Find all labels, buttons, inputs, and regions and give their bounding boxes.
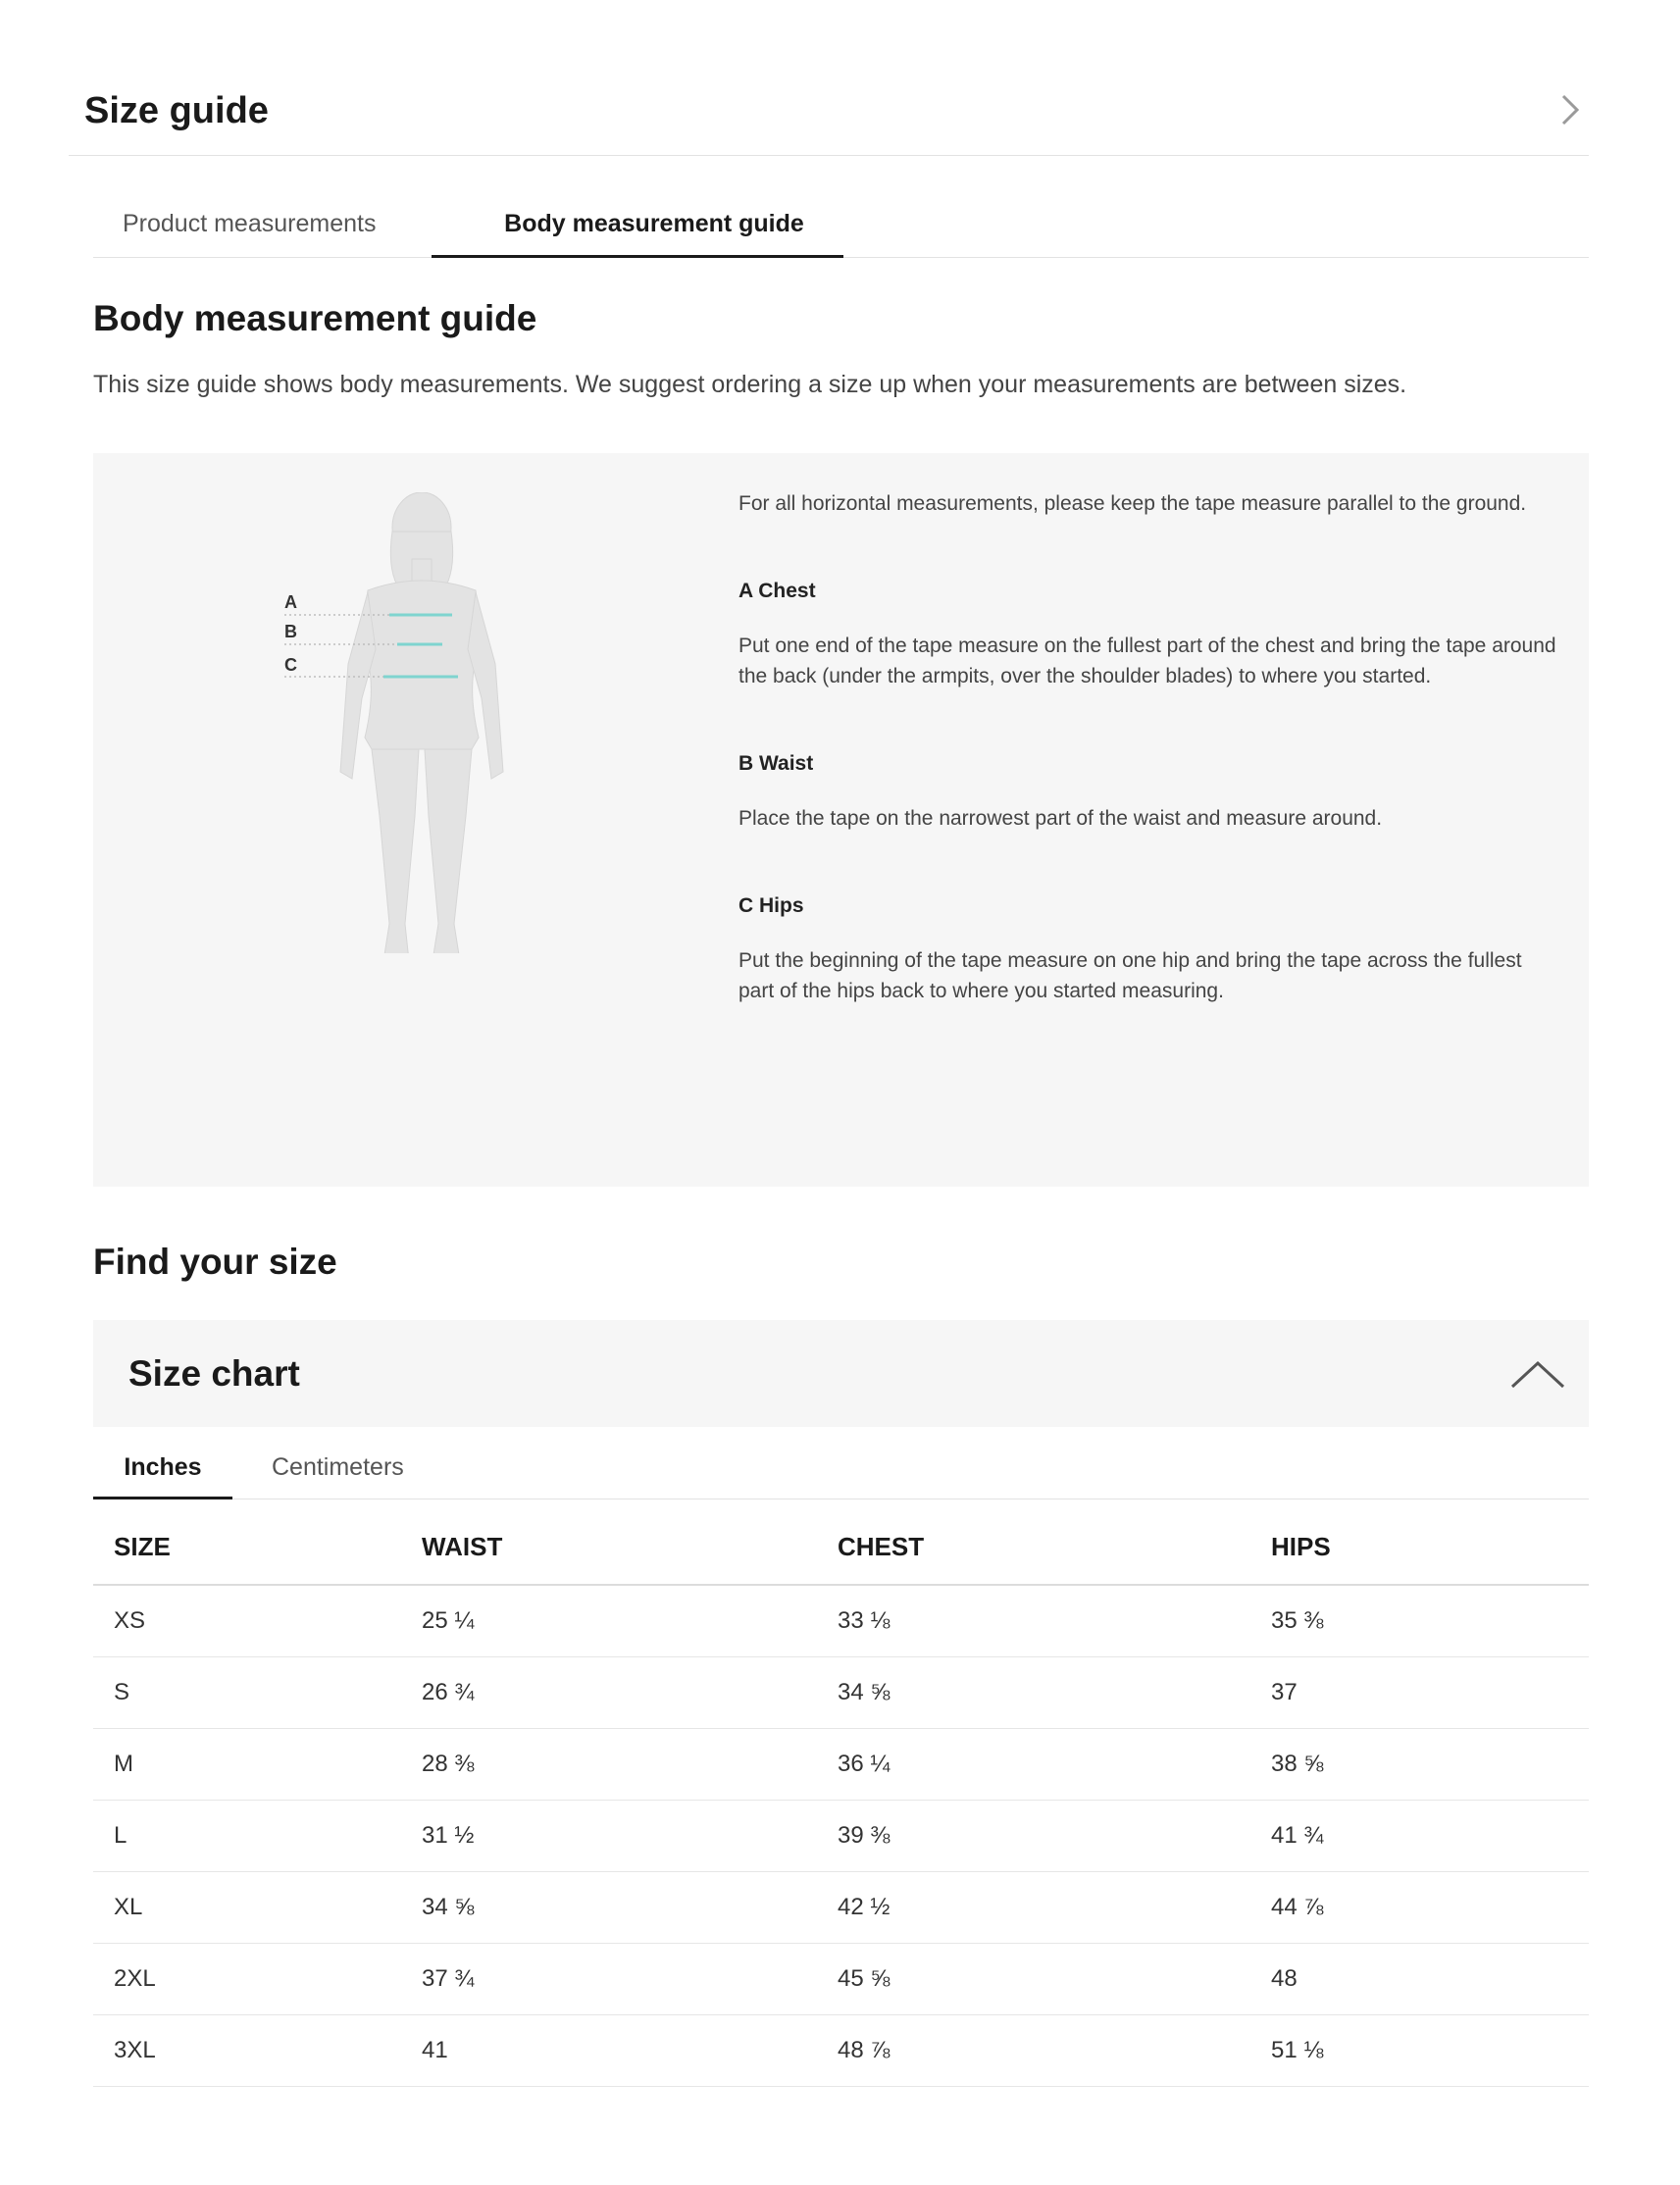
find-your-size-title: Find your size [93, 1242, 337, 1282]
measurement-tabs [93, 192, 1589, 258]
tab-inches[interactable]: Inches [93, 1437, 232, 1499]
measurement-guide-panel [93, 453, 1589, 1187]
cell-chest: 39 ⅜ [838, 1801, 1271, 1872]
cell-waist: 25 ¼ [422, 1585, 838, 1657]
cell-size: 2XL [93, 1944, 422, 2015]
col-size: SIZE [93, 1510, 422, 1585]
marker-a: A [284, 592, 297, 612]
cell-hips: 37 [1271, 1657, 1589, 1729]
hips-text: Put the beginning of the tape measure on one hip and bring the tape across the fullest part of the hips back to where you started measuring. [738, 949, 1522, 1002]
cell-hips: 38 ⅝ [1271, 1729, 1589, 1801]
cell-waist: 26 ¾ [422, 1657, 838, 1729]
col-hips: HIPS [1271, 1510, 1589, 1585]
cell-size: XS [93, 1585, 422, 1657]
cell-chest: 36 ¼ [838, 1729, 1271, 1801]
table-row [93, 1729, 1589, 1801]
cell-chest: 34 ⅝ [838, 1657, 1271, 1729]
col-waist: WAIST [422, 1510, 838, 1585]
tab-body-measurement-guide[interactable] [461, 192, 843, 257]
horizontal-note: For all horizontal measurements, please keep the tape measure parallel to the ground. [738, 492, 1527, 515]
table-row [93, 1585, 1589, 1657]
body-figure-illustration [240, 492, 554, 953]
cell-chest: 48 ⅞ [838, 2015, 1271, 2087]
marker-b: B [284, 622, 297, 641]
cell-waist: 41 [422, 2015, 838, 2087]
col-chest: CHEST [838, 1510, 1271, 1585]
chevron-right-icon[interactable] [1550, 90, 1589, 129]
cell-hips: 41 ¾ [1271, 1801, 1589, 1872]
cell-waist: 31 ½ [422, 1801, 838, 1872]
size-chart-title: Size chart [128, 1353, 300, 1394]
cell-hips: 51 ⅛ [1271, 2015, 1589, 2087]
hips-label: C Hips [738, 894, 804, 917]
size-chart-accordion[interactable] [93, 1320, 1589, 1427]
tab-product-measurements[interactable]: Product measurements [123, 210, 377, 237]
guide-intro: This size guide shows body measurements. We suggest ordering a size up when your measurements are between sizes. [93, 371, 1407, 398]
cell-hips: 48 [1271, 1944, 1589, 2015]
chevron-up-icon[interactable] [1508, 1349, 1567, 1398]
cell-size: XL [93, 1872, 422, 1944]
guide-instructions [738, 488, 1562, 1006]
table-row [93, 1657, 1589, 1729]
cell-waist: 34 ⅝ [422, 1872, 838, 1944]
cell-size: M [93, 1729, 422, 1801]
table-header-row [93, 1510, 1589, 1585]
table-row [93, 2015, 1589, 2087]
cell-waist: 28 ⅜ [422, 1729, 838, 1801]
unit-tabs [93, 1437, 1589, 1499]
cell-hips: 35 ⅜ [1271, 1585, 1589, 1657]
waist-text: Place the tape on the narrowest part of the waist and measure around. [738, 807, 1383, 830]
table-row [93, 1872, 1589, 1944]
chest-label: A Chest [738, 580, 816, 602]
chest-text: Put one end of the tape measure on the fullest part of the chest and bring the tape around the back (under the armpits, over the shoulder blades) to where you started. [738, 635, 1556, 687]
cell-chest: 42 ½ [838, 1872, 1271, 1944]
cell-hips: 44 ⅞ [1271, 1872, 1589, 1944]
cell-chest: 45 ⅝ [838, 1944, 1271, 2015]
table-row [93, 1801, 1589, 1872]
cell-size: L [93, 1801, 422, 1872]
size-guide-header [69, 69, 1589, 156]
page-title: Size guide [84, 90, 269, 131]
waist-label: B Waist [738, 752, 814, 775]
tab-body-measurement-guide-label: Body measurement guide [504, 210, 804, 237]
cell-size: S [93, 1657, 422, 1729]
cell-chest: 33 ⅛ [838, 1585, 1271, 1657]
size-chart-table [93, 1510, 1589, 2087]
cell-waist: 37 ¾ [422, 1944, 838, 2015]
guide-title: Body measurement guide [93, 298, 537, 338]
marker-c: C [284, 655, 297, 675]
cell-size: 3XL [93, 2015, 422, 2087]
table-row [93, 1944, 1589, 2015]
tab-centimeters[interactable]: Centimeters [272, 1453, 404, 1481]
